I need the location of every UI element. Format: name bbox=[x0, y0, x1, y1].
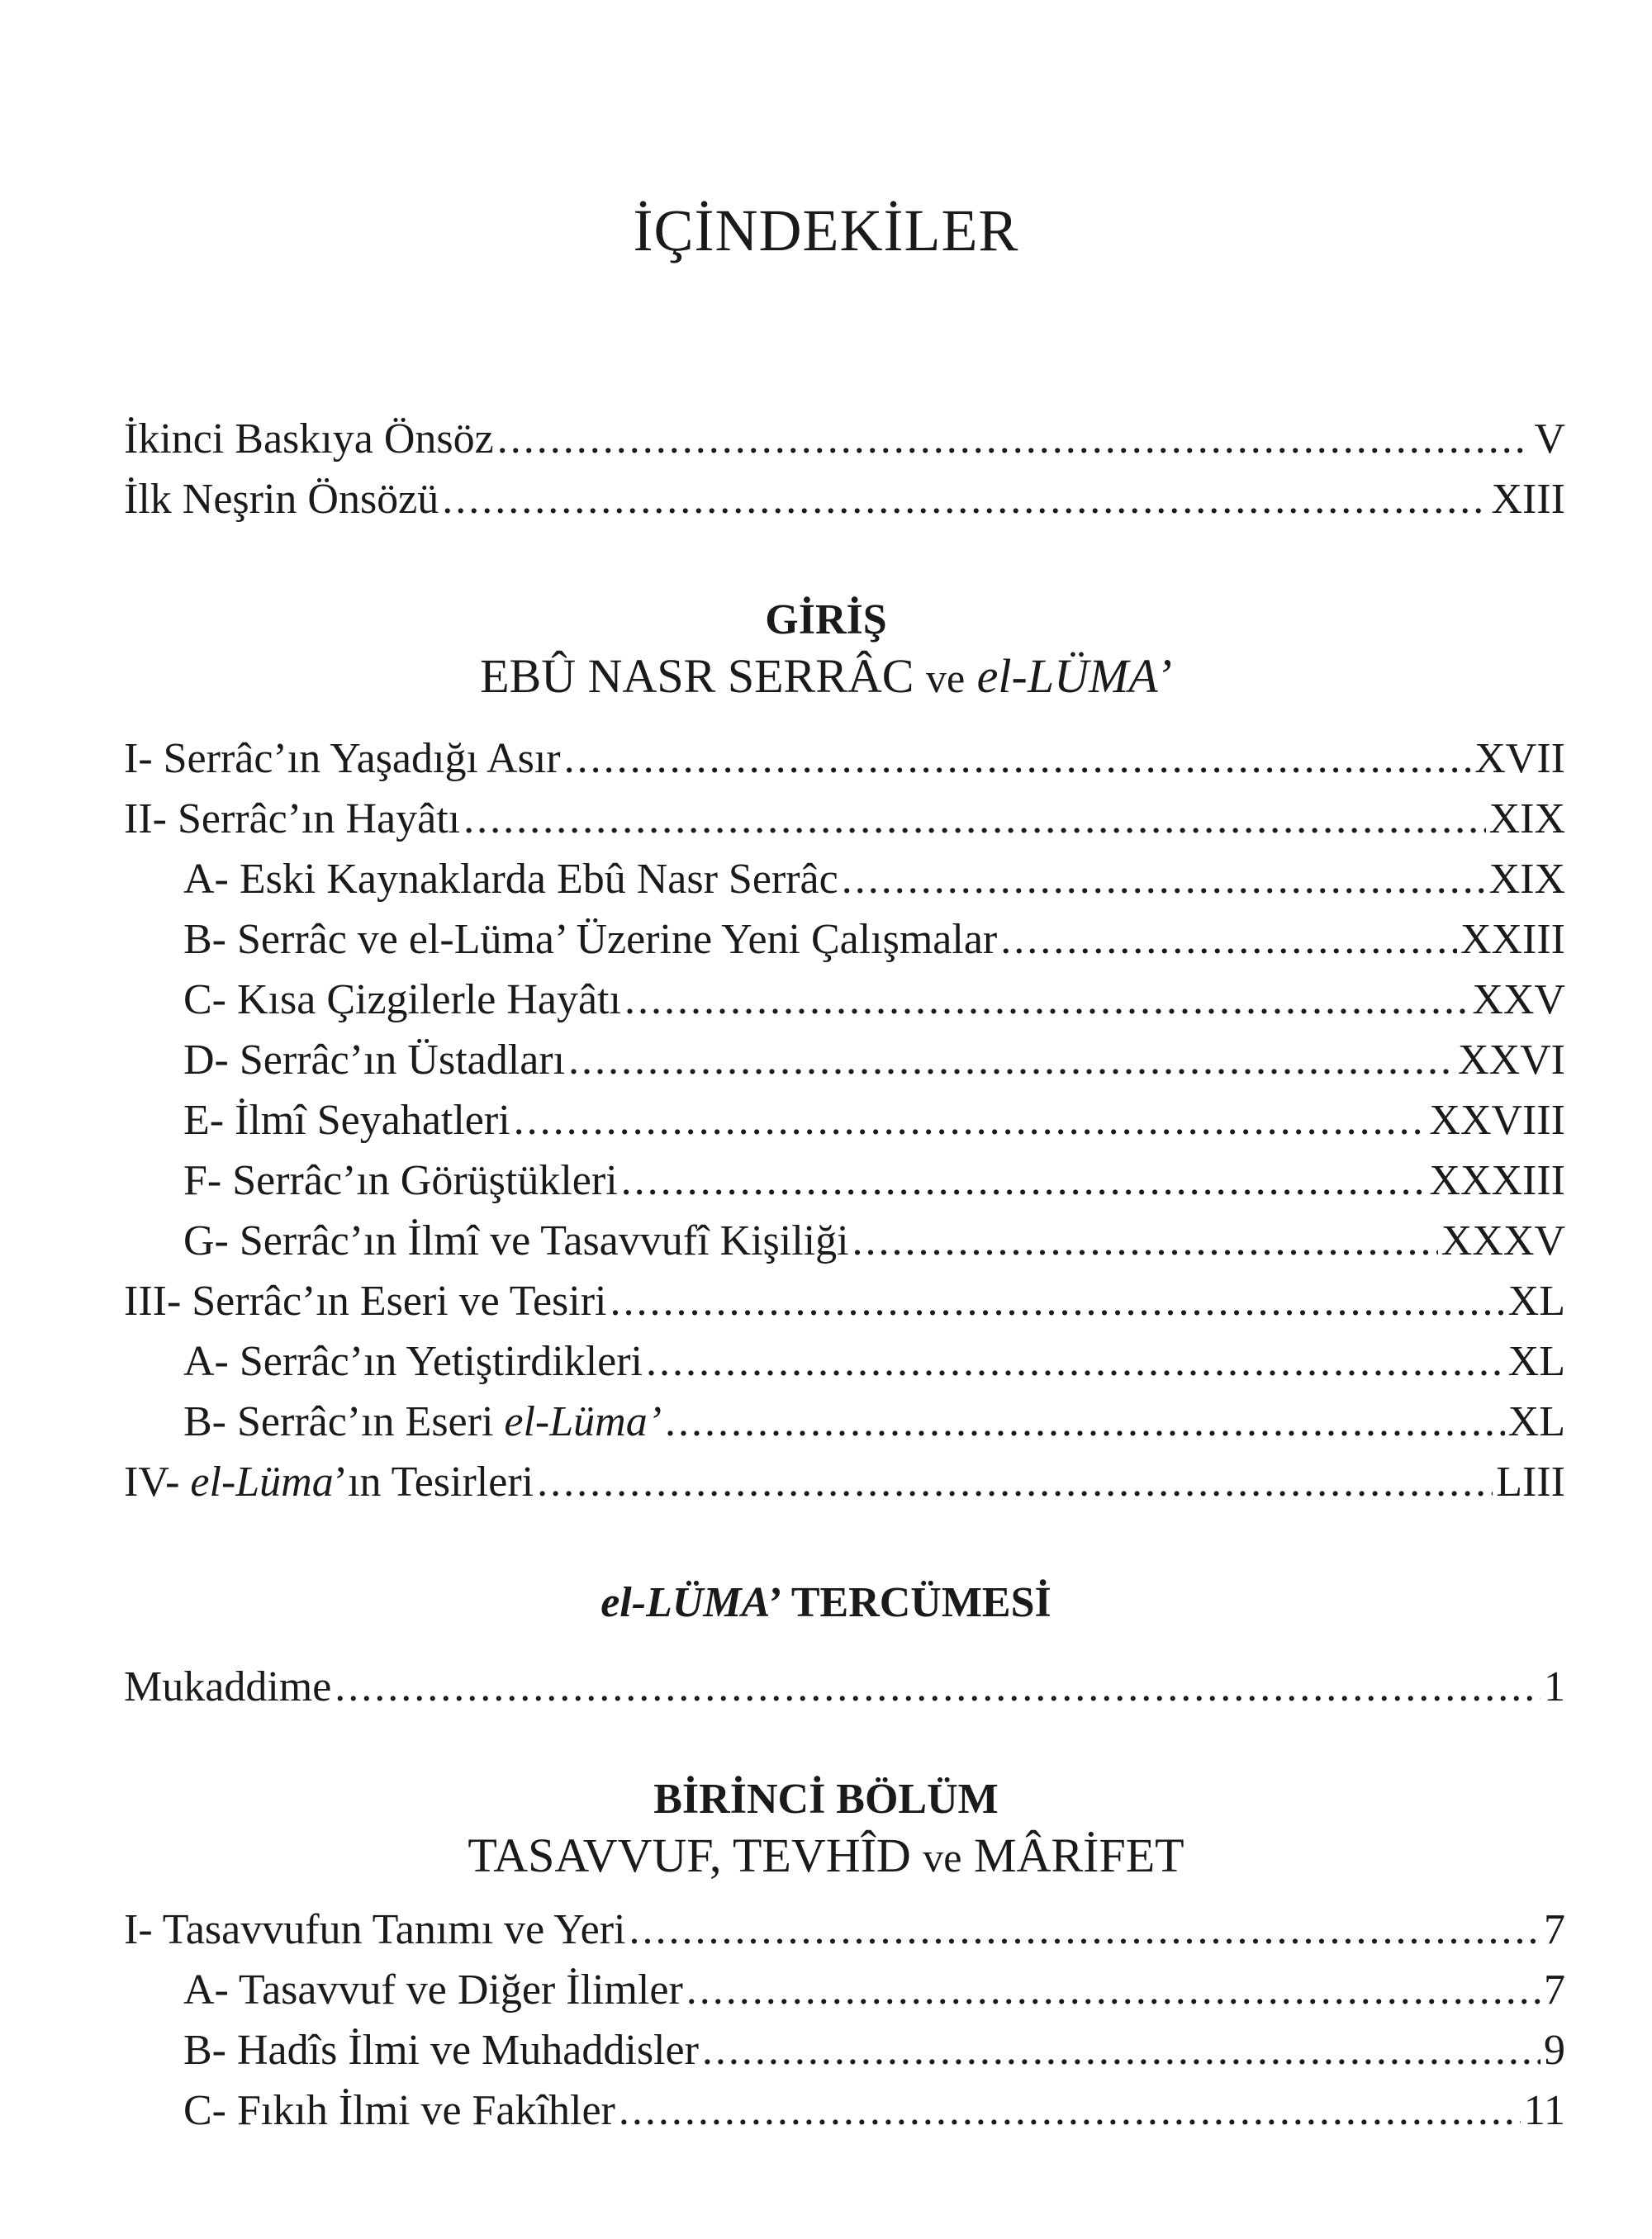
entry-title: E- İlmî Seyahatleri bbox=[183, 1097, 510, 1144]
entry-page: XXV bbox=[1472, 976, 1565, 1023]
entry-title: C- Fıkıh İlmi ve Fakîhler bbox=[183, 2087, 615, 2134]
entry-title-italic: el-Lüma bbox=[190, 1459, 334, 1506]
entry-title: B- Serrâc ve el-Lüma’ Üzerine Yeni Çalışmalar bbox=[183, 916, 998, 963]
dot-leader bbox=[629, 1900, 1541, 1960]
birinci-list bbox=[124, 1900, 1565, 2141]
toc-subentry bbox=[124, 1030, 1565, 1090]
toc-entry bbox=[124, 1452, 1565, 1512]
dot-leader bbox=[442, 469, 1488, 529]
toc-entry bbox=[124, 469, 1565, 529]
section-heading-giris bbox=[0, 593, 1652, 707]
dot-leader bbox=[537, 1452, 1493, 1512]
dot-leader bbox=[514, 1090, 1427, 1150]
dot-leader bbox=[497, 409, 1531, 469]
entry-title: A- Tasavvuf ve Diğer İlimler bbox=[183, 1966, 683, 2014]
toc-subentry bbox=[124, 970, 1565, 1030]
entry-title: D- Serrâc’ın Üstadları bbox=[183, 1036, 566, 1084]
dot-leader bbox=[610, 1271, 1504, 1331]
section-title bbox=[0, 1576, 1652, 1630]
toc-subentry bbox=[124, 909, 1565, 970]
entry-title: I- Serrâc’ın Yaşadığı Asır bbox=[124, 735, 561, 782]
entry-page: V bbox=[1534, 415, 1565, 463]
subtitle-part: EBÛ NASR SERRÂC bbox=[480, 649, 914, 703]
entry-page: XIX bbox=[1488, 795, 1565, 842]
section-title-rest: TERCÜMESİ bbox=[781, 1579, 1051, 1626]
entry-page: XL bbox=[1507, 1338, 1565, 1385]
section-subtitle bbox=[0, 1827, 1652, 1886]
section-heading-birinci bbox=[0, 1772, 1652, 1886]
giris-list bbox=[124, 728, 1565, 1512]
entry-page: XIX bbox=[1488, 856, 1565, 903]
entry-page: LIII bbox=[1496, 1459, 1565, 1506]
entry-page: 11 bbox=[1523, 2087, 1565, 2134]
entry-title bbox=[124, 1452, 534, 1512]
entry-title: II- Serrâc’ın Hayâtı bbox=[124, 795, 461, 842]
toc-entry bbox=[124, 1657, 1565, 1717]
section-subtitle bbox=[0, 648, 1652, 707]
subtitle-part: TASAVVUF, TEVHÎD bbox=[468, 1829, 911, 1882]
entry-title: A- Serrâc’ın Yetiştirdikleri bbox=[183, 1338, 643, 1385]
entry-page: XL bbox=[1507, 1278, 1565, 1325]
dot-leader bbox=[335, 1657, 1540, 1717]
entry-title: F- Serrâc’ın Görüştükleri bbox=[183, 1157, 618, 1204]
entry-title: A- Eski Kaynaklarda Ebû Nasr Serrâc bbox=[183, 856, 838, 903]
toc-entry bbox=[124, 1271, 1565, 1331]
entry-title: B- Hadîs İlmi ve Muhaddisler bbox=[183, 2027, 699, 2074]
entry-title-part: IV- bbox=[124, 1459, 191, 1506]
entry-title: C- Kısa Çizgilerle Hayâtı bbox=[183, 976, 621, 1023]
section-heading-tercume bbox=[0, 1576, 1652, 1630]
entry-title: I- Tasavvufun Tanımı ve Yeri bbox=[124, 1906, 626, 1953]
tercume-list bbox=[124, 1657, 1565, 1717]
dot-leader bbox=[621, 1150, 1427, 1211]
subtitle-part: MÂRİFET bbox=[974, 1829, 1184, 1882]
entry-page: XXXV bbox=[1441, 1217, 1565, 1264]
toc-subentry bbox=[124, 849, 1565, 909]
entry-page: XIII bbox=[1491, 476, 1565, 523]
dot-leader bbox=[852, 1211, 1438, 1271]
toc-subentry bbox=[124, 2020, 1565, 2080]
dot-leader bbox=[842, 849, 1486, 909]
entry-page: XXIII bbox=[1460, 916, 1565, 963]
entry-title-italic: el-Lüma’ bbox=[504, 1398, 662, 1445]
toc-subentry bbox=[124, 1150, 1565, 1211]
entry-page: 9 bbox=[1544, 2027, 1565, 2074]
entry-title: G- Serrâc’ın İlmî ve Tasavvufî Kişiliği bbox=[183, 1217, 849, 1264]
dot-leader bbox=[463, 789, 1485, 849]
dot-leader bbox=[624, 970, 1469, 1030]
entry-page: XXVIII bbox=[1429, 1097, 1565, 1144]
entry-title: İlk Neşrin Önsözü bbox=[124, 476, 439, 523]
toc-subentry bbox=[124, 2080, 1565, 2141]
dot-leader bbox=[568, 1030, 1455, 1090]
entry-title: Mukaddime bbox=[124, 1663, 332, 1710]
toc-subentry bbox=[124, 1090, 1565, 1150]
entry-page: 1 bbox=[1544, 1663, 1565, 1710]
toc-entry bbox=[124, 1900, 1565, 1960]
entry-title-part: ’ın Tesirleri bbox=[333, 1459, 534, 1506]
toc-subentry bbox=[124, 1331, 1565, 1392]
entry-page: XXVI bbox=[1458, 1036, 1565, 1084]
toc-subentry bbox=[124, 1392, 1565, 1452]
toc-entry bbox=[124, 789, 1565, 849]
entry-page: XXXIII bbox=[1429, 1157, 1565, 1204]
dot-leader bbox=[686, 1960, 1540, 2020]
section-title-italic: el-LÜMA’ bbox=[601, 1579, 781, 1626]
entry-page: XL bbox=[1507, 1398, 1565, 1445]
dot-leader bbox=[646, 1331, 1505, 1392]
section-title: BİRİNCİ BÖLÜM bbox=[653, 1776, 999, 1823]
toc-subentry bbox=[124, 1211, 1565, 1271]
section-title: GİRİŞ bbox=[765, 596, 887, 643]
entry-title bbox=[183, 1392, 662, 1452]
dot-leader bbox=[665, 1392, 1505, 1452]
page-title: İÇİNDEKİLER bbox=[633, 197, 1019, 263]
toc-entry bbox=[124, 409, 1565, 469]
toc-entry bbox=[124, 728, 1565, 789]
entry-page: 7 bbox=[1544, 1966, 1565, 2014]
subtitle-conjunction: ve bbox=[925, 655, 966, 701]
entry-title-part: B- Serrâc’ın Eseri bbox=[183, 1398, 505, 1445]
dot-leader bbox=[702, 2020, 1540, 2080]
entry-page: XVII bbox=[1474, 735, 1565, 782]
subtitle-italic: el-LÜMA’ bbox=[976, 649, 1172, 703]
entry-page: 7 bbox=[1544, 1906, 1565, 1953]
toc-subentry bbox=[124, 1960, 1565, 2020]
entry-title: İkinci Baskıya Önsöz bbox=[124, 415, 494, 463]
dot-leader bbox=[619, 2080, 1521, 2141]
entry-title: III- Serrâc’ın Eseri ve Tesiri bbox=[124, 1278, 607, 1325]
dot-leader bbox=[564, 728, 1472, 789]
subtitle-conjunction: ve bbox=[923, 1834, 962, 1881]
preface-list bbox=[124, 409, 1565, 529]
dot-leader bbox=[1000, 909, 1457, 970]
